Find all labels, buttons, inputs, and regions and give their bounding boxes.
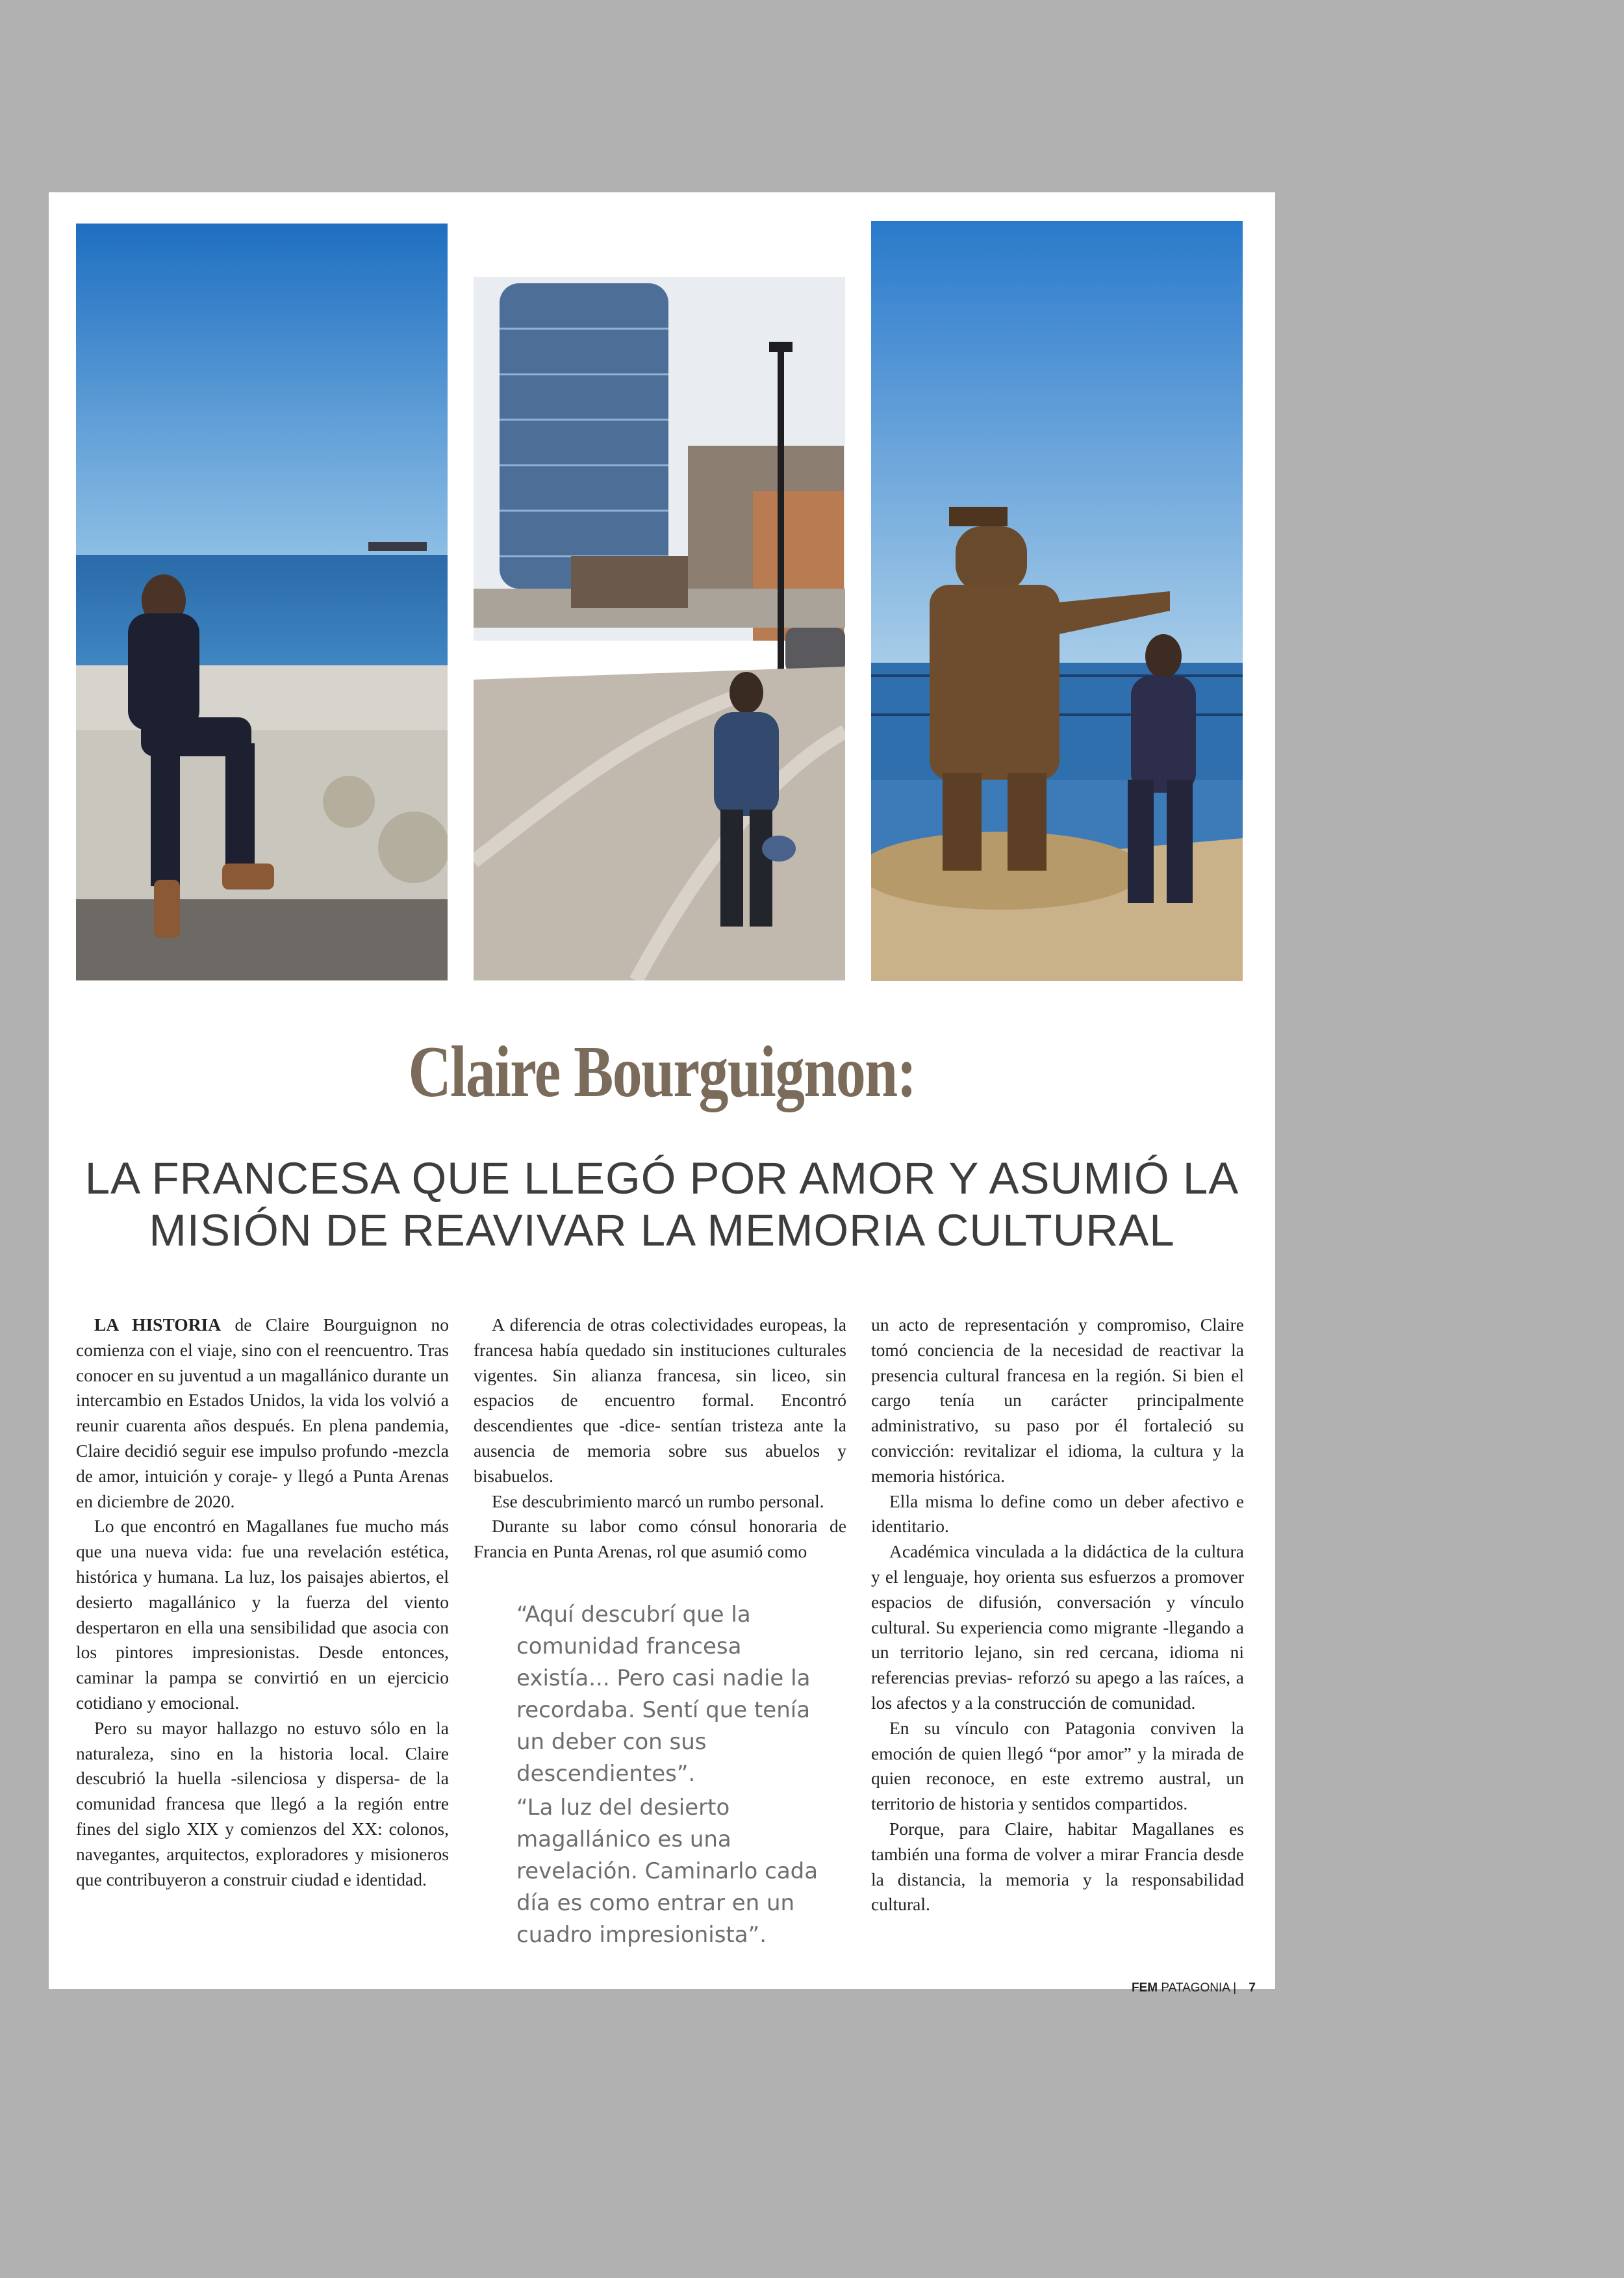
statue-illustration	[871, 221, 1243, 981]
text-column-3	[871, 1312, 1244, 1917]
paragraph: Ella misma lo define como un deber afectivo e identitario.	[871, 1491, 1244, 1537]
paragraph: un acto de representación y compromiso, Claire tomó conciencia de la necesidad de reactivar la presencia cultural francesa en la región. Si bien el cargo tenía un carácter principalmente administrativo, su paso por él fortaleció su convicción: revitalizar el idioma, la cultura y la memoria histórica.	[871, 1314, 1244, 1486]
footer-separator: |	[1233, 1981, 1237, 1995]
photo-statue	[871, 221, 1243, 981]
photo-promenade	[474, 277, 845, 980]
text-column-1	[76, 1312, 449, 1892]
article-subtitle-line-2: MISIÓN DE REAVIVAR LA MEMORIA CULTURAL	[149, 1205, 1175, 1255]
text-column-2	[474, 1312, 846, 1565]
magazine-page	[49, 192, 1275, 1995]
promenade-illustration	[474, 277, 845, 980]
article-title: Claire Bourguignon:	[408, 1032, 916, 1112]
paragraph: Ese descubrimiento marcó un rumbo personal.	[492, 1491, 824, 1511]
footer-brand: FEM	[1131, 1981, 1158, 1995]
paragraph: LA HISTORIA de Claire Bourguignon no comienza con el viaje, sino con el reencuentro. Tras conocer en su juventud a un magallánico durante un intercambio en Estados Unidos, la vida los volvió a reunir cuarenta años después. En plena pandemia, Claire decidió seguir ese impulso profundo -mezcla de amor, intuición y coraje- y llegó a Punta Arenas en diciembre de 2020.	[76, 1314, 449, 1511]
page-number: 7	[1249, 1981, 1256, 1995]
paragraph: Lo que encontró en Magallanes fue mucho más que una nueva vida: fue una revelación estética, histórica y humana. La luz, los paisajes abiertos, el desierto magallánico y la fuerza del viento despertaron en ella una sensibilidad que asocia con los pintores impresionistas. Desde entonces, caminar la pampa se convirtió en un ejercicio cotidiano y emocional.	[76, 1516, 449, 1713]
paragraph: Pero su mayor hallazgo no estuvo sólo en la naturaleza, sino en la historia local. Claire descubrió la huella -silenciosa y dispersa- de la comunidad francesa que llegó a la región entre fines del siglo XIX y comienzos del XX: colonos, navegantes, arquitectos, exploradores y misioneros que contribuyeron a construir ciudad e identidad.	[76, 1717, 449, 1889]
page-footer	[1132, 1981, 1256, 1995]
paragraph: Académica vinculada a la didáctica de la cultura y el lenguaje, hoy orienta sus esfuerzos a promover espacios de difusión, conversación y vínculo cultural. Su experiencia como migrante -llegando a un territorio lejano, sin red cercana, idioma ni referencias previas- reforzó su apego a las raíces, a los afectos y a la construcción de comunidad.	[871, 1541, 1244, 1713]
paragraph: En su vínculo con Patagonia conviven la emoción de quien llegó “por amor” y la mirada de quien reconoce, en este extremo austral, un territorio de historia y sentidos compartidos.	[871, 1717, 1244, 1814]
photo-seawall	[76, 224, 448, 980]
paragraph: Durante su labor como cónsul honoraria de Francia en Punta Arenas, rol que asumió como	[474, 1516, 846, 1562]
pull-quote-1: “Aquí descubrí que la comunidad francesa existía... Pero casi nadie la recordaba. Sentí que tenía un deber con sus descendientes”.	[516, 1602, 811, 1787]
paragraph: Porque, para Claire, habitar Magallanes es también una forma de volver a mirar Francia desde la distancia, la memoria y la responsabilidad cultural.	[871, 1818, 1244, 1915]
pull-quote-2: “La luz del desierto magallánico es una revelación. Caminarlo cada día es como entrar en un cuadro impresionista”.	[516, 1795, 818, 1948]
paragraph: A diferencia de otras colectividades europeas, la francesa había quedado sin instituciones culturales vigentes. Sin alianza francesa, sin liceo, sin espacios de encuentro formal. Encontró descendientes que -dice- sentían tristeza ante la ausencia de memoria sobre sus abuelos y bisabuelos.	[474, 1314, 846, 1486]
seawall-illustration	[76, 224, 448, 980]
footer-section: PATAGONIA	[1161, 1981, 1230, 1995]
article-subtitle-line-1: LA FRANCESA QUE LLEGÓ POR AMOR Y ASUMIÓ LA	[84, 1153, 1239, 1203]
lead-in: LA HISTORIA	[94, 1314, 222, 1335]
